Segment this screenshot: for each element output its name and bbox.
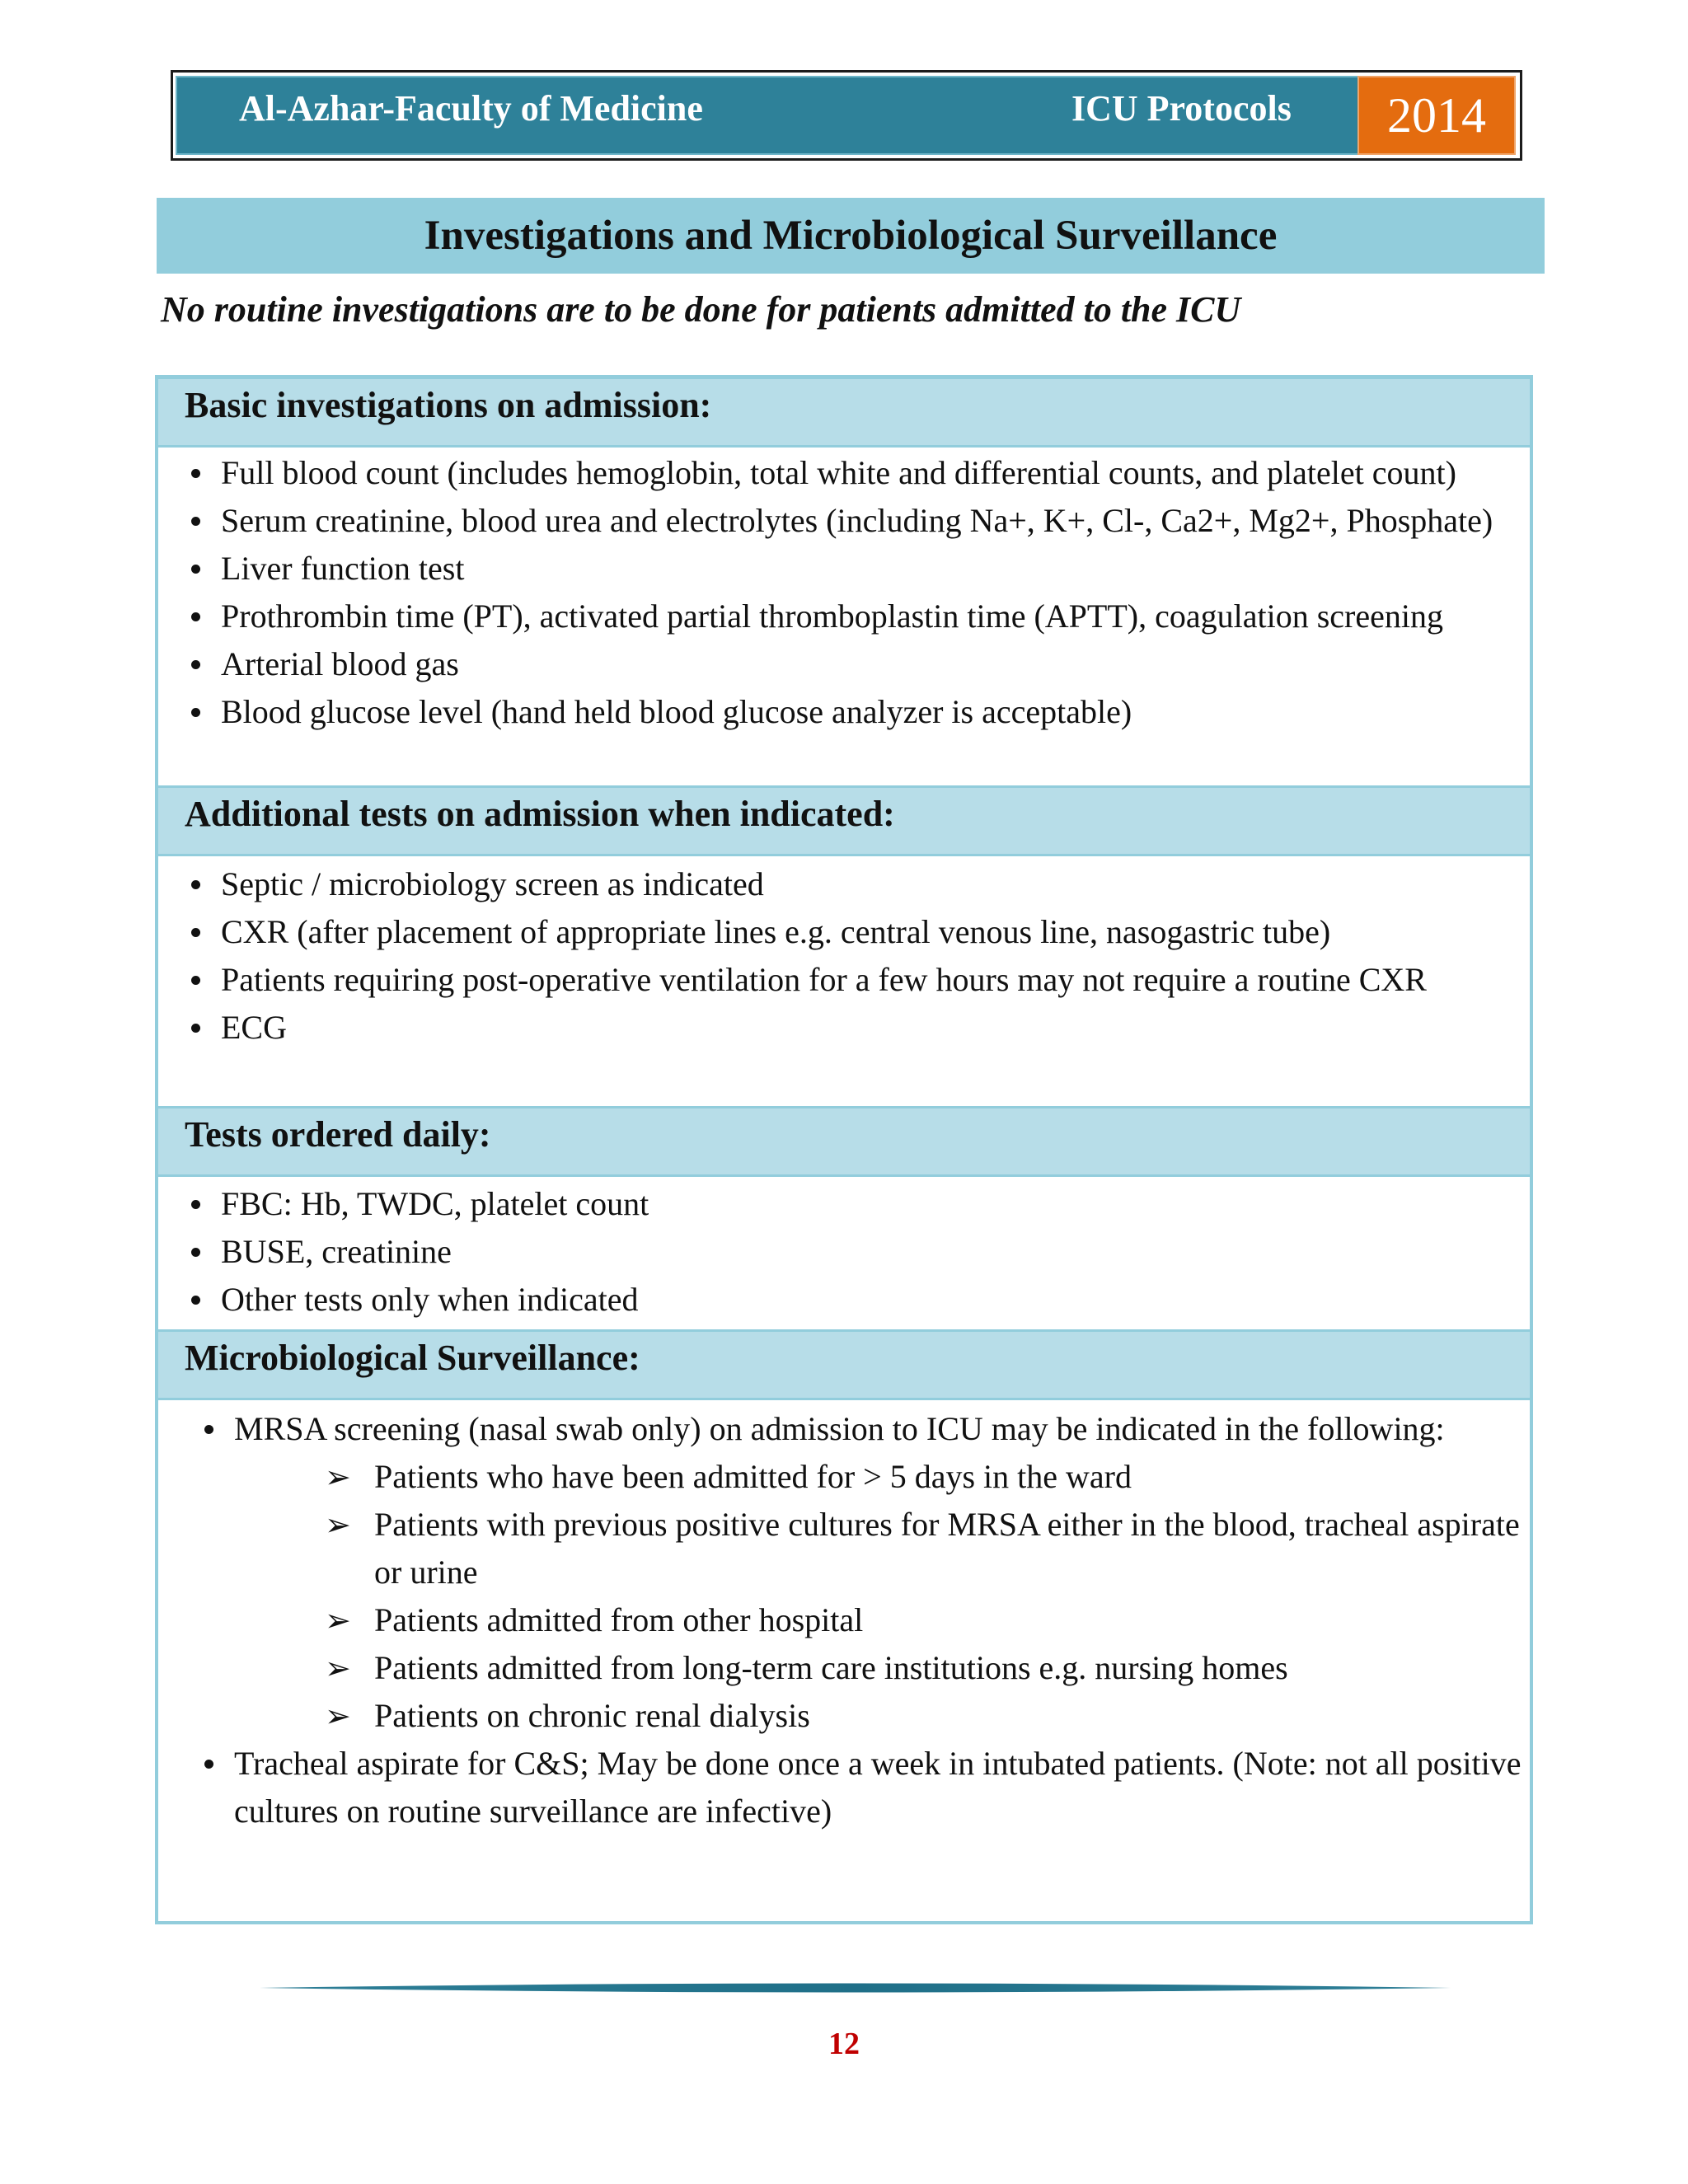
bullet-icon [191, 565, 200, 574]
bullet-icon [191, 880, 200, 889]
list-item: Septic / microbiology screen as indicated [186, 860, 1489, 908]
arrow-bullet-icon: ➢ [325, 1459, 351, 1495]
page-number: 12 [828, 2027, 860, 2061]
bullet-icon [191, 1024, 200, 1033]
bullet-icon [191, 660, 200, 669]
header-year: 2014 [1387, 87, 1486, 143]
sub-list-item: ➢ Patients with previous positive cultures for MRSA either in the blood, tracheal aspirate or urine [325, 1501, 1522, 1596]
bullet-icon [204, 1425, 213, 1434]
list-item: Tracheal aspirate for C&S; May be done once a week in intubated patients. (Note: not all positive cultures on routine surveillance are infective) [199, 1740, 1522, 1835]
bullet-icon [191, 708, 200, 717]
arrow-bullet-icon: ➢ [325, 1650, 351, 1686]
list-item: CXR (after placement of appropriate lines e.g. central venous line, nasogastric tube) [186, 908, 1489, 956]
list-surveillance [199, 1405, 1522, 1835]
list-item: Blood glucose level (hand held blood glucose analyzer is acceptable) [186, 688, 1522, 736]
section-heading-surveillance: Microbiological Surveillance: [158, 1329, 1530, 1400]
list-basic [186, 449, 1522, 736]
sub-list-item: ➢ Patients who have been admitted for > 5 days in the ward [325, 1453, 1522, 1501]
list-item: ECG [186, 1004, 1489, 1052]
list-additional [186, 860, 1489, 1052]
bullet-icon [191, 1248, 200, 1257]
page-title: Investigations and Microbiological Surveillance [424, 213, 1278, 259]
footer-divider [260, 1982, 1451, 1994]
header-org: Al-Azhar-Faculty of Medicine [239, 88, 703, 129]
page-subtitle: No routine investigations are to be done for patients admitted to the ICU [161, 289, 1241, 330]
bullet-icon [191, 928, 200, 937]
bullet-icon [191, 1200, 200, 1209]
bullet-icon [191, 1296, 200, 1305]
list-item: Liver function test [186, 545, 1522, 593]
list-item: Full blood count (includes hemoglobin, total white and differential counts, and platelet count) [186, 449, 1522, 497]
list-item: Arterial blood gas [186, 640, 1522, 688]
list-daily [186, 1180, 1489, 1324]
list-item: Patients requiring post-operative ventilation for a few hours may not require a routine CXR [186, 956, 1489, 1004]
section-heading-basic: Basic investigations on admission: [158, 377, 1530, 448]
bullet-icon [191, 976, 200, 985]
list-item: Prothrombin time (PT), activated partial thromboplastin time (APTT), coagulation screening [186, 593, 1522, 640]
list-item: BUSE, creatinine [186, 1228, 1489, 1276]
header-year-box [1357, 76, 1516, 155]
bullet-icon [191, 612, 200, 621]
bullet-icon [204, 1760, 213, 1769]
bullet-icon [191, 469, 200, 478]
sub-list-item: ➢ Patients admitted from long-term care institutions e.g. nursing homes [325, 1644, 1522, 1692]
sub-list-mrsa [234, 1453, 1522, 1740]
page-title-bar [157, 198, 1545, 274]
list-item: Other tests only when indicated [186, 1276, 1489, 1324]
arrow-bullet-icon: ➢ [325, 1698, 351, 1734]
list-item: FBC: Hb, TWDC, platelet count [186, 1180, 1489, 1228]
header-protocols: ICU Protocols [1071, 88, 1292, 129]
bullet-icon [191, 517, 200, 526]
sub-list-item: ➢ Patients on chronic renal dialysis [325, 1692, 1522, 1740]
section-heading-additional: Additional tests on admission when indicated: [158, 785, 1530, 856]
list-item: Serum creatinine, blood urea and electrolytes (including Na+, K+, Cl-, Ca2+, Mg2+, Phosphate) [186, 497, 1522, 545]
sub-list-item: ➢ Patients admitted from other hospital [325, 1596, 1522, 1644]
section-heading-daily: Tests ordered daily: [158, 1106, 1530, 1177]
list-item: MRSA screening (nasal swab only) on admission to ICU may be indicated in the following: ➢ Patients who have been admitted for > 5 days in the ward ➢ Patients with previous positive cultures for MRSA either in the blood, tracheal aspirate or urine ➢ Patients admitted from other hospital ➢ Patients admitted from long-term care institutions e.g. nursing homes ➢ Patients on chronic renal dialysis [199, 1405, 1522, 1740]
arrow-bullet-icon: ➢ [325, 1507, 351, 1543]
arrow-bullet-icon: ➢ [325, 1602, 351, 1638]
